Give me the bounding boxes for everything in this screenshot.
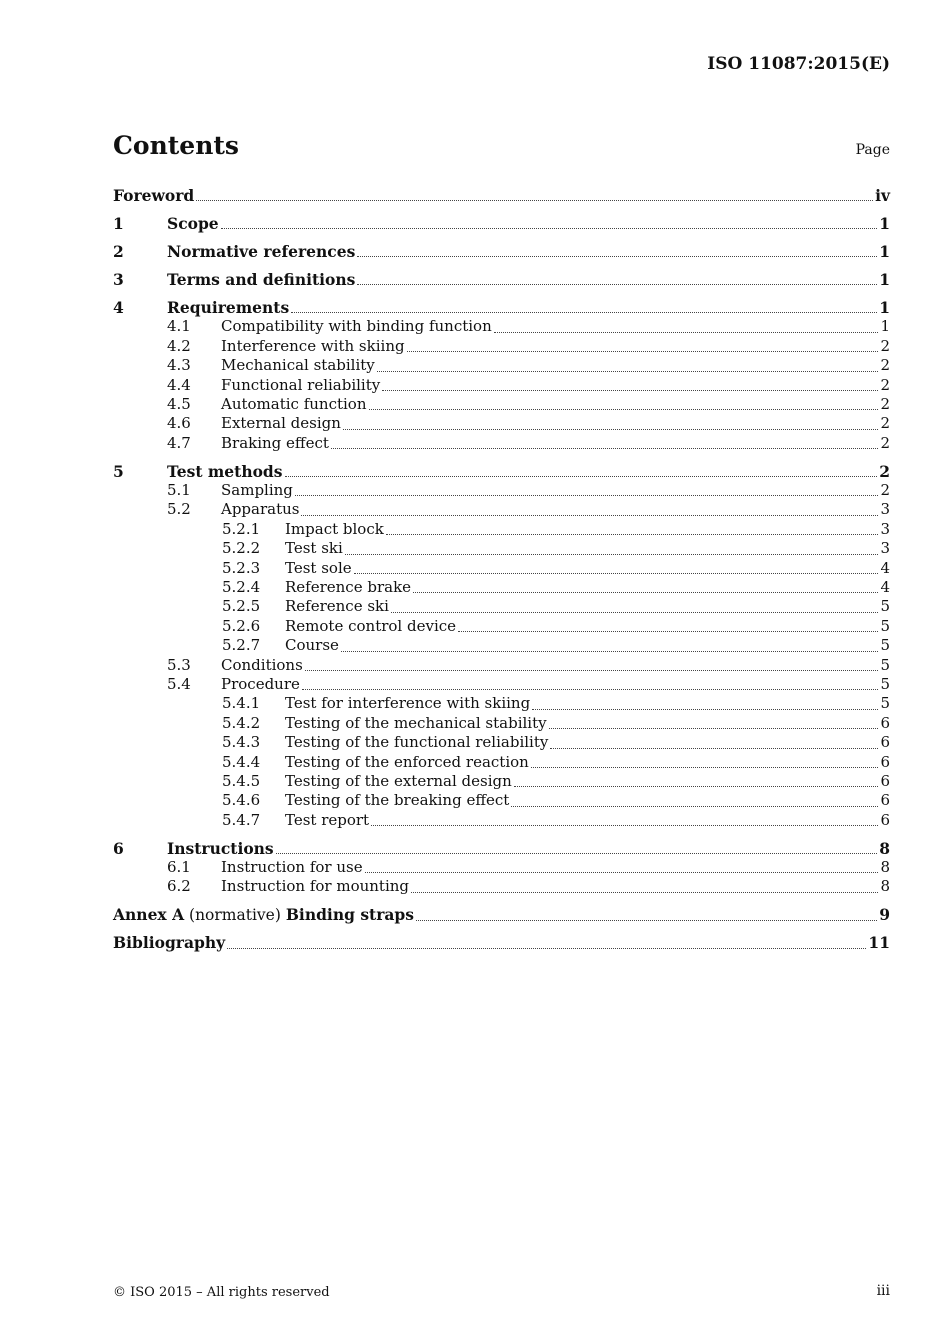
toc-entry-title [221,877,409,895]
toc-entry[interactable] [113,933,890,952]
toc-entry-title [167,298,289,317]
dot-leader [276,849,878,854]
toc-entry-title [167,462,283,481]
toc-entry-title-text: Testing of the mechanical stability [285,713,547,732]
toc-entry-number: 5.4.1 [222,694,261,713]
toc-entry-page: 2 [880,414,890,433]
dot-leader [377,367,879,372]
dot-leader [407,347,879,352]
toc-entry-number: 5.2.6 [222,616,261,635]
toc-entry[interactable] [113,791,890,810]
dot-leader [331,444,879,449]
dot-leader [458,627,878,632]
toc-entry-number: 4.2 [167,336,191,355]
toc-entry-title-text: Course [285,636,339,655]
toc-entry-title [221,317,492,335]
toc-entry[interactable] [113,714,890,733]
toc-entry-title-text: Test report [285,810,370,829]
toc-entry-number: 5.3 [167,655,191,674]
page-number: iii [876,1283,890,1299]
dot-leader [494,328,879,333]
toc-entry-number: 5.4.6 [222,791,261,810]
toc-entry-title [285,753,529,771]
dot-leader [301,511,878,516]
toc-entry-title-text: Instruction for use [221,858,363,877]
toc-entry-number: 4.6 [167,414,191,433]
toc-entry-title [285,617,456,635]
toc-entry[interactable] [113,772,890,791]
toc-entry[interactable] [113,481,890,500]
toc-entry-page: 5 [880,597,890,616]
toc-entry-title [285,539,343,557]
toc-entry-title [285,733,548,751]
dot-leader [416,916,877,921]
toc-entry-title [221,414,341,432]
toc-entry-number: 5.4.3 [222,733,261,752]
toc-entry-title-text: Sampling [221,481,293,500]
toc-entry-page: 6 [880,733,890,752]
toc-entry-page: 1 [879,297,890,317]
toc-entry-page: 2 [880,375,890,394]
toc-entry-title-text: Instruction for mounting [221,877,410,896]
toc-entry-title [285,791,509,809]
toc-entry-page: 1 [879,269,890,289]
toc-entry-number: 3 [113,269,124,289]
toc-entry[interactable] [113,520,890,539]
toc-entry[interactable] [113,500,890,519]
toc-entry-page: 1 [880,317,890,336]
document-id: ISO 11087:2015(E) [707,54,890,74]
toc-entry-title-text: Testing of the external design [285,771,512,790]
toc-entry-title [221,337,405,355]
toc-entry-number: 6.1 [167,858,191,877]
toc-entry-title-text: Apparatus [221,500,300,519]
toc-entry[interactable] [113,356,890,375]
toc-entry-title [221,356,375,374]
toc-entry[interactable] [113,414,890,433]
dot-leader [386,530,879,535]
toc-entry-title [285,636,339,654]
toc-entry[interactable] [113,462,890,481]
toc-entry-page: 4 [880,578,890,596]
toc-entry-page: 3 [880,539,890,558]
toc-entry-number: 5.2 [167,500,191,519]
toc-entry-annex-title: Binding straps [285,905,414,925]
toc-entry-title [167,270,355,289]
toc-entry-number: 5.2.3 [222,558,261,577]
toc-entry-title [167,242,355,261]
dot-leader [354,569,879,574]
table-of-contents [113,186,890,953]
page-column-label: Page [855,142,890,158]
toc-entry-title-text: Conditions [221,655,303,674]
toc-entry-title [221,434,329,452]
toc-entry-number: 4.4 [167,375,191,394]
toc-entry-number: 4.3 [167,356,191,375]
dot-leader [196,196,873,201]
toc-entry-number: 5.1 [167,481,191,500]
toc-entry-title-text: Test for interference with skiing [285,694,531,713]
toc-entry[interactable] [113,337,890,356]
dot-leader [550,744,878,749]
toc-entry[interactable] [113,617,890,636]
toc-entry-number: 5.4 [167,674,191,693]
toc-entry-number: 2 [113,241,124,261]
toc-entry[interactable] [113,539,890,558]
toc-entry-number: 5.2.4 [222,578,261,596]
toc-entry-number: 6.2 [167,877,191,896]
dot-leader [511,802,878,807]
toc-entry-title [221,481,293,499]
toc-entry-page: 2 [880,394,890,413]
toc-entry-title-text: Test ski [285,539,343,558]
dot-leader [532,705,878,710]
toc-entry-page: 2 [880,433,890,452]
toc-entry-title [285,520,384,538]
toc-entry-title-text: Reference brake [285,578,412,596]
dot-leader [357,252,877,257]
toc-entry-title [221,500,299,518]
toc-entry-title-text: Interference with skiing [221,336,405,355]
dot-leader [341,647,879,652]
toc-entry-title [221,858,363,876]
toc-entry-page: 8 [880,858,890,877]
dot-leader [343,425,879,430]
toc-entry-number: 1 [113,213,124,233]
dot-leader [411,888,878,893]
toc-entry-page: 1 [879,241,890,261]
toc-entry-number: 5.2.7 [222,636,261,655]
dot-leader [285,472,878,477]
dot-leader [549,724,879,729]
toc-entry[interactable] [113,298,890,317]
toc-entry-title-text: Foreword [113,186,195,205]
toc-entry-number: 5.4.7 [222,810,261,829]
toc-entry-title-text: Functional reliability [221,375,381,394]
toc-entry-number: 4.5 [167,394,191,413]
toc-entry-title-text: Braking effect [221,433,329,452]
toc-entry-title-text: Scope [167,213,219,233]
toc-entry-title-text: Remote control device [285,616,457,635]
toc-entry-annex-type: (normative) [184,906,286,925]
dot-leader [514,782,879,787]
toc-entry[interactable] [113,317,890,336]
toc-entry-title [285,772,512,790]
toc-entry-number: 5.4.4 [222,752,261,771]
toc-entry-number: 5.4.2 [222,713,261,732]
toc-entry-title-text: Mechanical stability [221,356,375,375]
toc-entry-page: 2 [879,461,890,481]
toc-entry-page: 2 [880,356,890,375]
toc-entry[interactable] [113,559,890,578]
dot-leader [295,491,879,496]
toc-entry-title-text: Instructions [167,838,274,858]
toc-entry-title [113,186,194,205]
toc-entry[interactable] [113,636,890,655]
toc-entry-title-text: Procedure [221,674,300,693]
dot-leader [382,386,878,391]
toc-entry-title-text: Testing of the enforced reaction [285,752,529,771]
toc-entry-page: 6 [880,752,890,771]
toc-entry[interactable] [113,877,890,896]
toc-entry-title [285,597,389,615]
toc-entry-page: 1 [879,213,890,233]
toc-entry[interactable] [113,578,890,597]
toc-entry-page: 11 [868,933,890,953]
toc-entry-title-text: Testing of the breaking effect [285,791,510,810]
dot-leader [413,588,878,593]
toc-entry[interactable] [113,434,890,453]
toc-entry[interactable] [113,214,890,233]
toc-entry-title-text: External design [221,414,341,433]
dot-leader [531,763,879,768]
toc-entry[interactable] [113,753,890,772]
toc-entry-page: 5 [880,694,890,713]
dot-leader [227,944,866,949]
toc-entry-title [221,656,303,674]
dot-leader [391,608,879,613]
toc-entry[interactable] [113,905,890,924]
toc-entry-title-text: Compatibility with binding function [221,317,492,336]
dot-leader [302,685,879,690]
toc-entry-title [285,714,547,732]
toc-entry-page: iv [875,186,890,205]
toc-entry-page: 8 [880,877,890,896]
copyright-notice: © ISO 2015 – All rights reserved [113,1285,330,1300]
toc-entry-title-text: Test sole [285,558,352,577]
toc-entry[interactable] [113,811,890,830]
toc-entry-number: 4.1 [167,317,191,336]
toc-entry-page: 5 [880,636,890,655]
toc-entry-title-text: Reference ski [285,597,389,616]
toc-entry-page: 5 [880,655,890,674]
toc-entry-number: 5.2.5 [222,597,261,616]
toc-entry-title [221,395,367,413]
toc-entry-title [285,578,411,596]
toc-entry-title [113,933,225,952]
dot-leader [291,308,877,313]
toc-entry-title-text: Impact block [285,519,384,538]
toc-entry-title-text: Bibliography [113,933,226,953]
toc-entry-page: 8 [879,838,890,858]
toc-entry-title-text: Normative references [167,241,356,261]
toc-entry[interactable] [113,858,890,877]
toc-entry-number: 5 [113,461,124,481]
toc-entry[interactable] [113,839,890,858]
dot-leader [221,224,878,229]
toc-entry-page: 6 [880,810,890,829]
toc-entry-page: 9 [879,905,890,925]
dot-leader [345,550,879,555]
toc-entry[interactable] [113,395,890,414]
toc-entry-page: 6 [880,771,890,790]
dot-leader [369,405,879,410]
dot-leader [305,666,879,671]
toc-entry-number: 5.4.5 [222,771,261,790]
toc-entry-title [285,811,369,829]
toc-entry-page: 5 [880,616,890,635]
toc-entry-page: 2 [880,481,890,500]
toc-entry-title [221,376,380,394]
toc-entry-title [221,675,300,693]
toc-entry-title-text: Requirements [167,297,290,317]
toc-entry-page: 4 [880,558,890,577]
toc-entry[interactable] [113,376,890,395]
toc-entry[interactable] [113,270,890,289]
toc-entry-title-text: Terms and definitions [167,269,356,289]
toc-entry-page: 3 [880,500,890,519]
toc-entry-title [167,839,274,858]
toc-entry-number: 5.2.1 [222,519,261,538]
toc-entry-title [167,214,219,233]
toc-entry-title [113,905,414,924]
toc-entry-title [285,559,352,577]
toc-entry[interactable] [113,733,890,752]
toc-entry-title-text: Test methods [167,461,283,481]
toc-entry-page: 6 [880,713,890,732]
dot-leader [365,868,879,873]
toc-entry-page: 2 [880,336,890,355]
dot-leader [371,821,878,826]
toc-entry[interactable] [113,597,890,616]
contents-heading: Contents [113,131,240,160]
toc-entry-page: 3 [880,519,890,538]
dot-leader [357,280,877,285]
toc-entry-number: 5.2.2 [222,539,261,558]
toc-entry-title-text: Annex A [113,905,185,925]
toc-entry-page: 5 [880,674,890,693]
toc-entry-title-text: Testing of the functional reliability [285,733,549,752]
toc-entry-number: 6 [113,838,124,858]
toc-entry-number: 4 [113,297,124,317]
toc-entry-title [285,694,530,712]
toc-entry-number: 4.7 [167,433,191,452]
toc-entry[interactable] [113,656,890,675]
toc-entry[interactable] [113,242,890,261]
toc-entry[interactable] [113,186,890,205]
toc-entry-page: 6 [880,791,890,810]
toc-entry-title-text: Automatic function [221,394,367,413]
toc-entry[interactable] [113,675,890,694]
toc-entry[interactable] [113,694,890,713]
